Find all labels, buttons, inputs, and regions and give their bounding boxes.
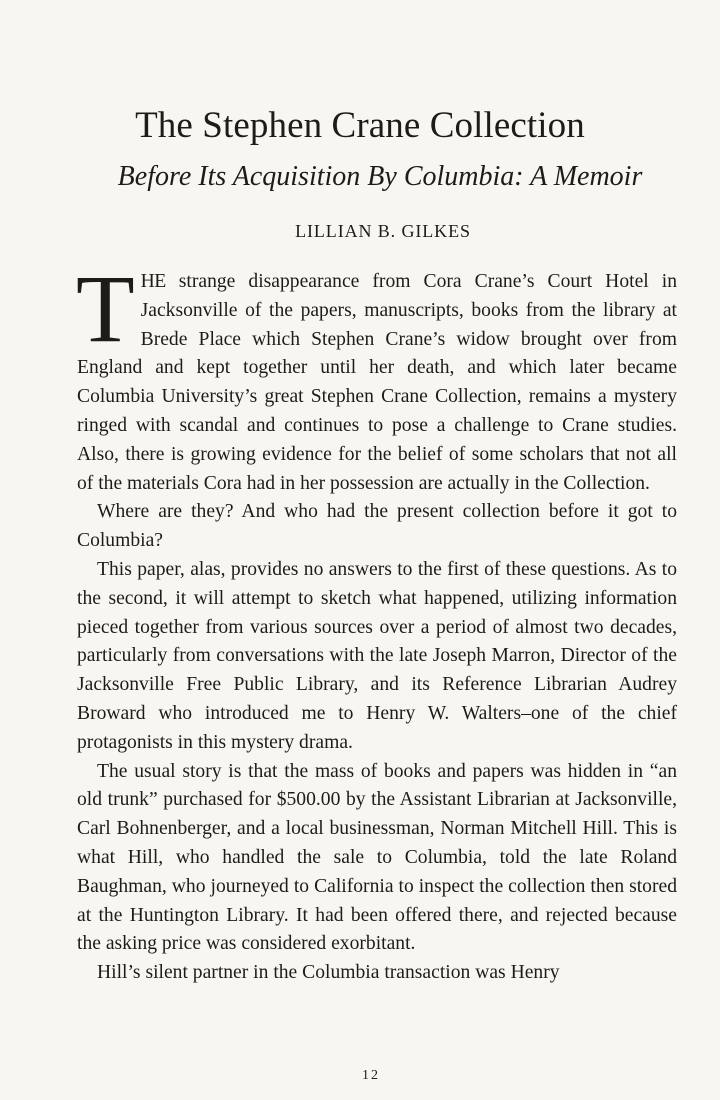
paragraph-4: The usual story is that the mass of books and papers was hidden in “an old trunk” purchased for $500.00 by the Assistant Librarian at Jacksonville, Carl Bohnenberger, and a local businessman, Norman Mitchell Hill. This is what Hill, who handled the sale to Columbia, told the late Roland Baughman, who journeyed to California to inspect the collection then stored at the Huntington Library. It had been offered there, and rejected because the asking price was considered exorbitant. [77,760,677,955]
article-body [76,255,677,988]
paragraph-3: This paper, alas, provides no answers to the first of these questions. As to the second, it will attempt to sketch what happened, utilizing information pieced together from various sources over a period of almost two decades, particularly from conversations with the late Joseph Marron, Director of the Jacksonville Free Public Library, and its Reference Librarian Audrey Broward who introduced me to Henry W. Walters–one of the chief protagonists in this mystery drama. [77,558,677,753]
paragraph-1-text: strange disappearance from Cora Crane’s Court Hotel in Jacksonville of the papers, manuscripts, books from the library at Brede Place which Stephen Crane’s widow brought over from England and kept together until her death, and which later became Columbia University’s great Stephen Crane Collection, remains a mystery ringed with scandal and continues to pose a challenge to Crane studies. Also, there is growing evidence for the belief of some scholars that not all of the materials Cora had in her possession are actually in the Collection. [77,271,677,494]
paragraph-5: Hill’s silent partner in the Columbia transaction was Henry [97,962,560,984]
drop-cap-continuation: HE [140,271,166,292]
paragraph-1 [76,255,677,498]
author-name: LILLIAN B. GILKES [295,221,471,241]
drop-cap: T [76,255,135,362]
paragraph-2: Where are they? And who had the present collection before it got to Columbia? [77,501,677,552]
page-number: 12 [362,1068,380,1083]
article-subtitle: Before Its Acquisition By Columbia: A Memoir [117,161,643,192]
article-title: The Stephen Crane Collection [135,105,585,146]
